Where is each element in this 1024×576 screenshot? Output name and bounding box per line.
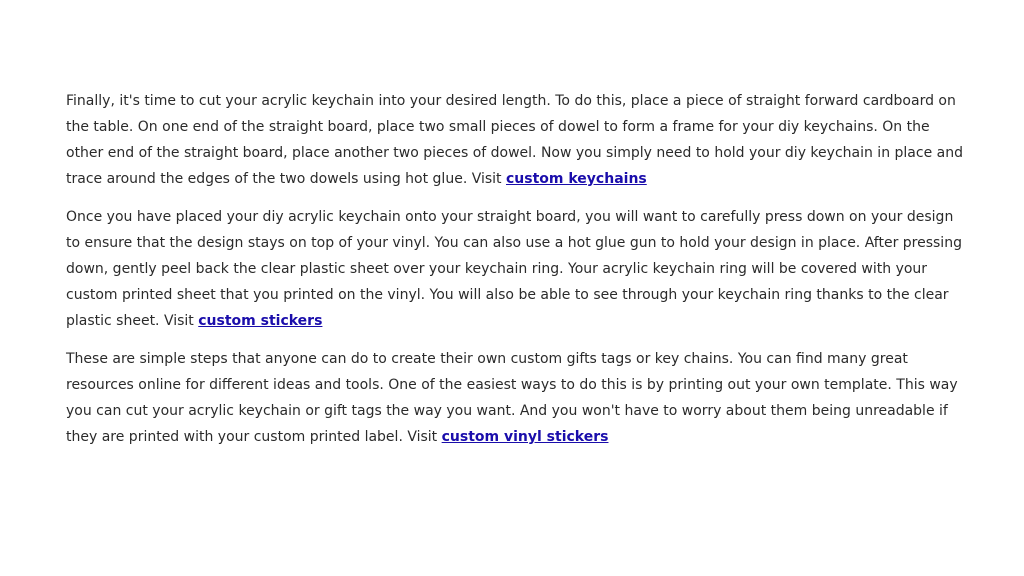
paragraph-cutting-keychain — [66, 88, 970, 192]
paragraph-pressing-design — [66, 204, 970, 334]
article-body — [66, 88, 970, 462]
paragraph-text: Once you have placed your diy acrylic keychain onto your straight board, you will want to carefully press down on your design to ensure that the design stays on top of your vinyl. You can also use a hot glue gun to hold your design in place. After pressing down, gently peel back the clear plastic sheet over your keychain ring. Your acrylic keychain ring will be covered with your custom printed sheet that you printed on the vinyl. You will also be able to see through your keychain ring thanks to the clear plastic sheet. Visit — [66, 209, 962, 329]
paragraph-text: These are simple steps that anyone can do to create their own custom gifts tags or key chains. You can find many great resources online for different ideas and tools. One of the easiest ways to do this is by printing out your own template. This way you can cut your acrylic keychain or gift tags the way you want. And you won't have to worry about them being unreadable if they are printed with your custom printed label. Visit — [66, 351, 958, 445]
custom-stickers-link[interactable]: custom stickers — [198, 313, 323, 329]
custom-keychains-link[interactable]: custom keychains — [506, 171, 647, 187]
paragraph-simple-steps — [66, 346, 970, 450]
custom-vinyl-stickers-link[interactable]: custom vinyl stickers — [441, 429, 609, 445]
paragraph-text: Finally, it's time to cut your acrylic keychain into your desired length. To do this, place a piece of straight forward cardboard on the table. On one end of the straight board, place two small pieces of dowel to form a frame for your diy keychains. On the other end of the straight board, place another two pieces of dowel. Now you simply need to hold your diy keychain in place and trace around the edges of the two dowels using hot glue. Visit — [66, 93, 963, 187]
